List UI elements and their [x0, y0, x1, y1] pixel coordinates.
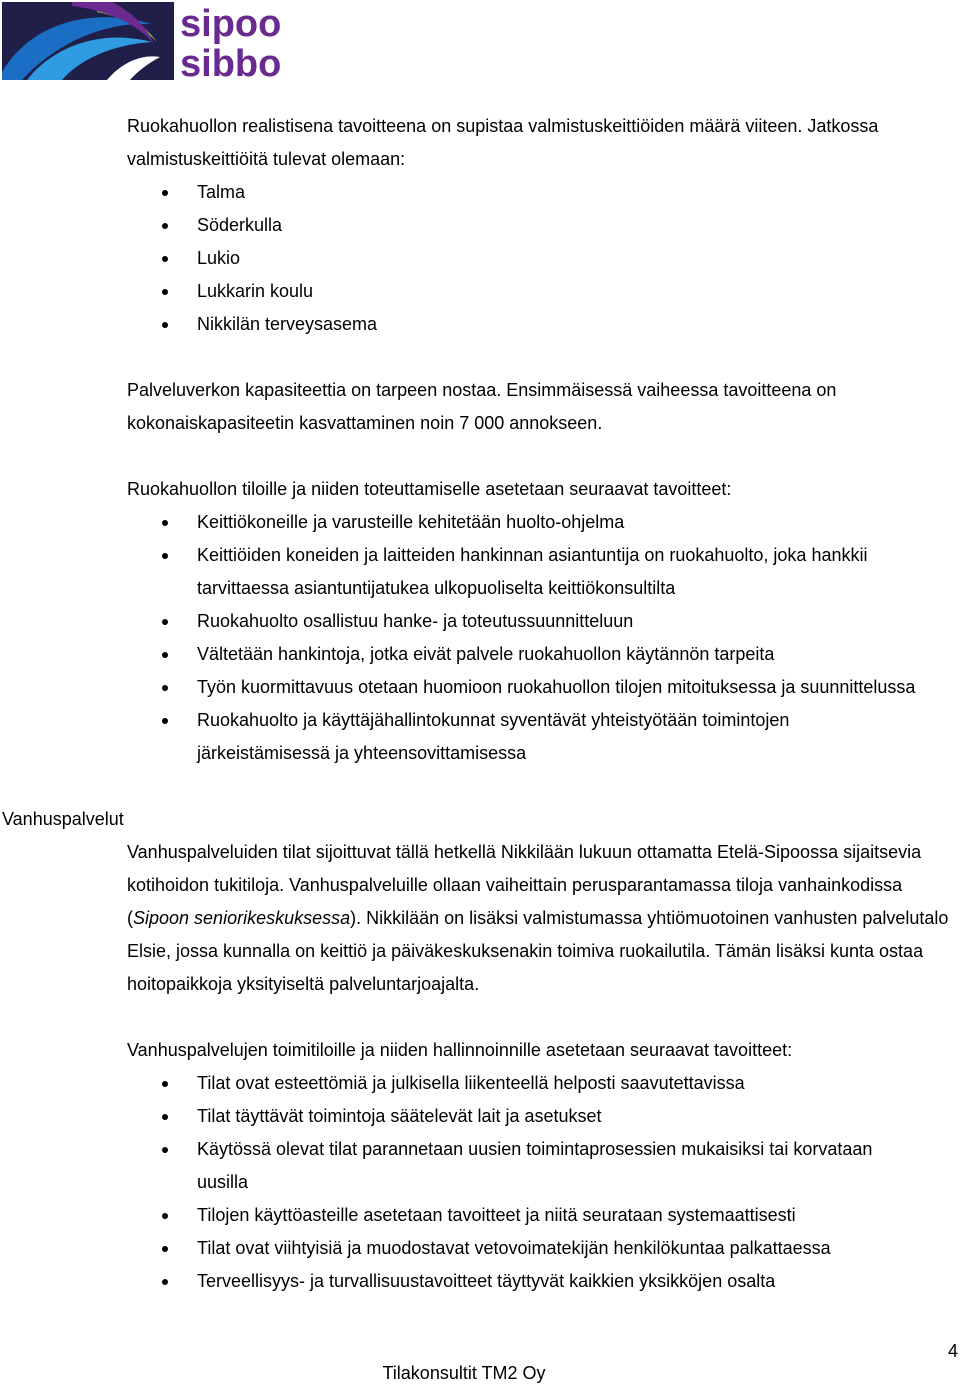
list-item: Nikkilän terveysasema	[127, 308, 960, 341]
footer-company: Tilakonsultit TM2 Oy	[382, 1363, 546, 1383]
list-item: Käytössä olevat tilat parannetaan uusien toimintaprosessien mukaisiksi tai korvataan uusilla	[127, 1133, 960, 1199]
list-item: Tilat ovat esteettömiä ja julkisella liikenteellä helposti saavutettavissa	[127, 1067, 960, 1100]
sipoo-sibbo-logo	[2, 2, 286, 80]
elderly-goals-list	[127, 1067, 960, 1298]
svg-text:sipoo: sipoo	[180, 3, 282, 45]
list-item: Vältetään hankintoja, jotka eivät palvele ruokahuollon käytännön tarpeita	[127, 638, 960, 671]
paragraph-text: ). Nikkilään on lisäksi valmistumassa yhtiömuotoinen vanhusten palvelutalo Elsie, jossa kunnalla on keittiö ja päiväkeskuksenakin toimiva ruokailutila. Tämän lisäksi kunta ostaa hoitopaikkoja yksityiseltä palveluntarjoajalta.	[127, 908, 949, 994]
list-item: Tilat ovat viihtyisiä ja muodostavat vetovoimatekijän henkilökuntaa palkattaessa	[127, 1232, 960, 1265]
paragraph-italic-text: Sipoon seniorikeskuksessa	[133, 908, 351, 928]
list-item: Lukio	[127, 242, 960, 275]
elderly-services-paragraph	[127, 836, 960, 1001]
kitchen-list	[127, 176, 960, 341]
list-item: Talma	[127, 176, 960, 209]
page-number: 4	[947, 1341, 958, 1361]
list-item: Keittiökoneille ja varusteille kehitetään huolto-ohjelma	[127, 506, 960, 539]
section-heading-vanhuspalvelut: Vanhuspalvelut	[2, 809, 124, 829]
list-item: Tilat täyttävät toimintoja säätelevät lait ja asetukset	[127, 1100, 960, 1133]
list-item: Työn kuormittavuus otetaan huomioon ruokahuollon tilojen mitoituksessa ja suunnittelussa	[127, 671, 960, 704]
list-item: Terveellisyys- ja turvallisuustavoitteet täyttyvät kaikkien yksikköjen osalta	[127, 1265, 960, 1298]
list-item: Söderkulla	[127, 209, 960, 242]
elderly-goals-intro: Vanhuspalvelujen toimitiloille ja niiden hallinnoinnille asetetaan seuraavat tavoitteet:	[127, 1040, 793, 1060]
list-item: Ruokahuolto ja käyttäjähallintokunnat syventävät yhteistyötään toimintojen järkeistämisessä ja yhteensovittamisessa	[127, 704, 960, 770]
logo-graphic	[2, 2, 286, 80]
list-item: Keittiöiden koneiden ja laitteiden hankinnan asiantuntija on ruokahuolto, joka hankkii tarvittaessa asiantuntijatukea ulkopuoliselta keittiökonsultilta	[127, 539, 960, 605]
document-body	[0, 110, 960, 1298]
list-item: Lukkarin koulu	[127, 275, 960, 308]
paragraph-text: Vanhuspalveluiden tilat sijoittuvat tällä hetkellä Nikkilään lukuun ottamatta Etelä-Sipoossa sijaitsevia kotihoidon tukitiloja. Vanhuspalveluille ollaan vaiheittain perusparantamassa tiloja vanhainkodissa (	[127, 842, 922, 928]
svg-text:sibbo: sibbo	[180, 43, 282, 80]
list-item: Ruokahuolto osallistuu hanke- ja toteutussuunnitteluun	[127, 605, 960, 638]
food-goals-list	[127, 506, 960, 770]
food-goals-intro: Ruokahuollon tiloille ja niiden toteuttamiselle asetetaan seuraavat tavoitteet:	[127, 479, 732, 499]
kitchen-intro-paragraph: Ruokahuollon realistisena tavoitteena on supistaa valmistuskeittiöiden määrä viiteen. Jatkossa valmistuskeittiöitä tulevat olemaan:	[127, 116, 879, 169]
list-item: Tilojen käyttöasteille asetetaan tavoitteet ja niitä seurataan systemaattisesti	[127, 1199, 960, 1232]
capacity-paragraph: Palveluverkon kapasiteettia on tarpeen nostaa. Ensimmäisessä vaiheessa tavoitteena on kokonaiskapasiteetin kasvattaminen noin 7 000 annokseen.	[127, 380, 837, 433]
